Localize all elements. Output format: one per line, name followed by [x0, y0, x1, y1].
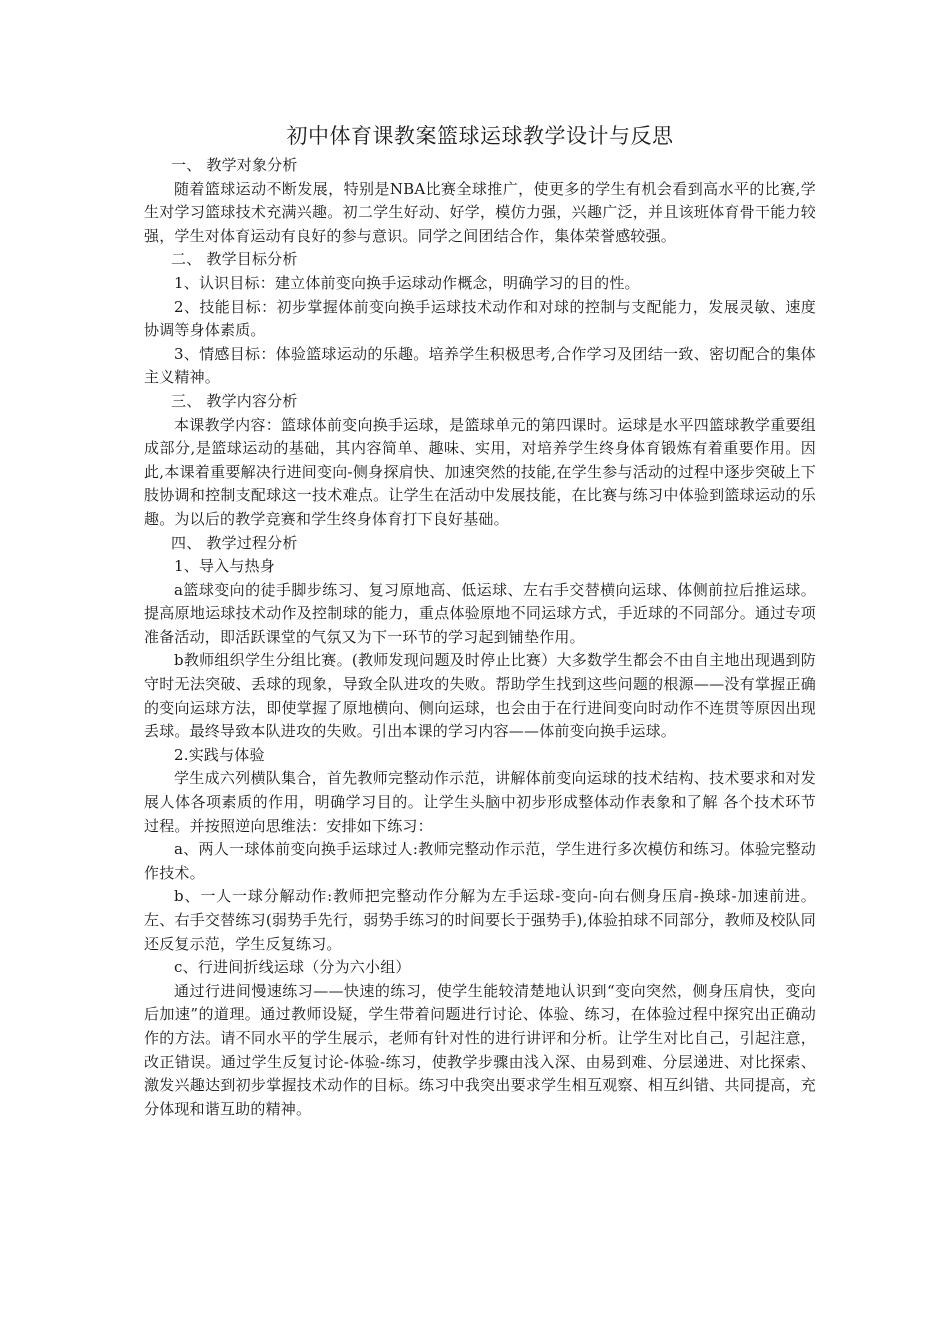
section-heading-2: 二、 教学目标分析: [171, 250, 298, 269]
section-heading-3: 三、 教学内容分析: [171, 391, 298, 410]
paragraph: 1、认识目标：建立体前变向换手运球动作概念，明确学习的目的性。: [174, 273, 640, 292]
paragraph: 学生成六列横队集合，首先教师完整动作示范，讲解体前变向运球的技术结构、技术要求和对发展人体各项素质的作用，明确学习目的。让学生头脑中初步形成整体动作表象和了解 各个技术环节过程。并按照逆向思维法：安排如下练习：: [144, 769, 816, 835]
paragraph: a篮球变向的徒手脚步练习、复习原地高、低运球、左右手交替横向运球、体侧前拉后推运球。提高原地运球技术动作及控制球的能力，重点体验原地不同运球方式，手近球的不同部分。通过专项准备活动，即活跃课堂的气氛又为下一环节的学习起到铺垫作用。: [144, 580, 816, 646]
section-heading-1: 一、 教学对象分析: [171, 156, 298, 174]
paragraph: 3、情感目标：体验篮球运动的乐趣。培养学生积极思考,合作学习及团结一致、密切配合的集体主义精神。: [144, 344, 816, 387]
paragraph: 2、技能目标：初步掌握体前变向换手运球技术动作和对球的控制与支配能力，发展灵敏、速度协调等身体素质。: [144, 297, 816, 340]
subheading: 1、导入与热身: [174, 557, 275, 576]
paragraph: a、两人一球体前变向换手运球过人:教师完整动作示范，学生进行多次模仿和练习。体验完整动作技术。: [144, 840, 816, 882]
subheading: c、行进间折线运球（分为六小组）: [174, 958, 411, 977]
paragraph: 通过行进间慢速练习——快速的练习，使学生能较清楚地认识到“变向突然，侧身压肩快，变向后加速”的道理。通过教师设疑，学生带着问题进行讨论、体验、练习，在体验过程中探究出正确动作的方法。请不同水平的学生展示，老师有针对性的进行讲评和分析。让学生对比自己，引起注意，改正错误。通过学生反复讨论-体验-练习，使教学步骤由浅入深、由易到难、分层递进、对比探索、激发兴趣达到初步掌握技术动作的目标。练习中我突出要求学生相互观察、相互纠错、共同提高，充分体现和谐互助的精神。: [144, 981, 816, 1118]
section-heading-4: 四、 教学过程分析: [171, 533, 298, 552]
document-page: [144, 120, 816, 1121]
subheading: 2.实践与体验: [174, 745, 265, 764]
paragraph: 随着篮球运动不断发展，特别是NBA比赛全球推广，使更多的学生有机会看到高水平的比赛,学生对学习篮球技术充满兴趣。初二学生好动、好学，模仿力强，兴趣广泛，并且该班体育骨干能力较强，学生对体育运动有良好的参与意识。同学之间团结合作，集体荣誉感较强。: [144, 179, 816, 245]
paragraph: b教师组织学生分组比赛。(教师发现问题及时停止比赛）大多数学生都会不由自主地出现遇到防守时无法突破、丢球的现象，导致全队进攻的失败。帮助学生找到这些问题的根源——没有掌握正确的变向运球方法，即使掌握了原地横向、侧向运球，也会由于在行进间变向时动作不连贯等原因出现丢球。最终导致本队进攻的失败。引出本课的学习内容——体前变向换手运球。: [144, 651, 816, 741]
paragraph: 本课教学内容：篮球体前变向换手运球，是篮球单元的第四课时。运球是水平四篮球教学重要组成部分,是篮球运动的基础，其内容简单、趣味、实用，对培养学生终身体育锻炼有着重要作用。因此,本课着重要解决行进间变向-侧身探肩快、加速突然的技能,在学生参与活动的过程中逐步突破上下肢协调和控制支配球这一技术难点。让学生在活动中发展技能，在比赛与练习中体验到篮球运动的乐趣。为以后的教学竞赛和学生终身体育打下良好基础。: [144, 415, 816, 528]
paragraph: b、一人一球分解动作:教师把完整动作分解为左手运球-变向-向右侧身压肩-换球-加速前进。左、右手交替练习(弱势手先行，弱势手练习的时间要长于强势手),体验拍球不同部分，教师及校队同还反复示范，学生反复练习。: [144, 887, 816, 953]
document-title: 初中体育课教案篮球运球教学设计与反思: [286, 124, 674, 148]
